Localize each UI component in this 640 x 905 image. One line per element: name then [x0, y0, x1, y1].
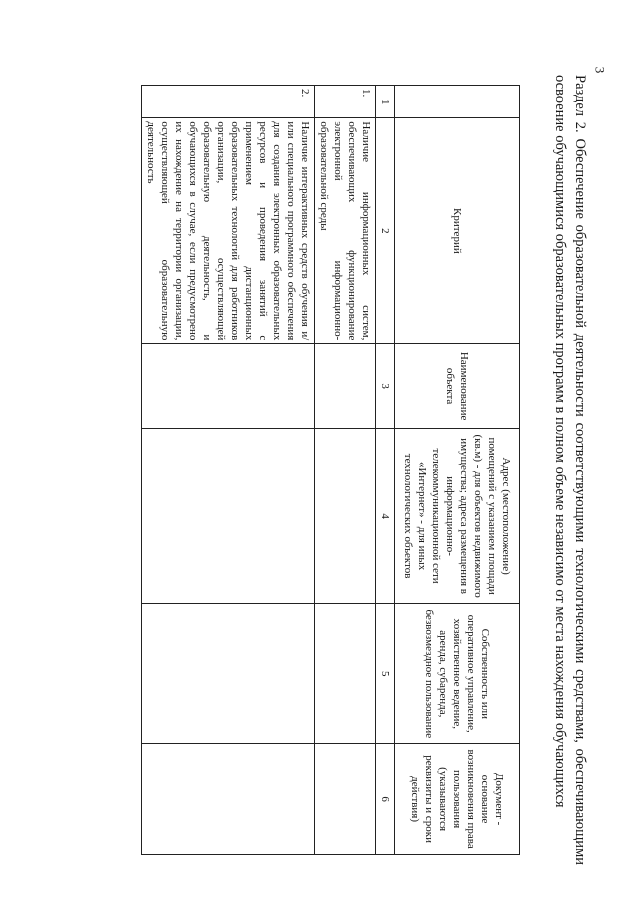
header-row	[395, 86, 520, 855]
header-cell-ownership: Собственность или оперативное управление, хозяйственное ведение, аренда, субаренда, безвозмездное пользование	[395, 604, 520, 744]
col-number: 2	[376, 118, 395, 344]
table-row	[142, 86, 315, 855]
col-number: 6	[376, 744, 395, 855]
criterion-cell: Наличие информационных систем, обеспечивающих функционирование электронной информационно-образовательной среды	[315, 118, 376, 344]
header-cell-criterion: Критерий	[395, 118, 520, 344]
page-number: 3	[592, 66, 608, 74]
empty-cell	[142, 604, 315, 744]
empty-cell	[142, 344, 315, 428]
header-cell-num	[395, 86, 520, 118]
empty-cell	[142, 744, 315, 855]
header-cell-object-name: Наименование объекта	[395, 344, 520, 428]
criteria-table	[141, 85, 520, 855]
rotated-page	[60, 75, 590, 865]
row-number: 2.	[142, 86, 315, 118]
empty-cell	[315, 344, 376, 428]
section-heading: Раздел 2. Обеспечение образовательной деятельности соответствующими технологическими средствами, обеспечивающими освоение обучающимися образовательных программ в полном объеме независимо от места нахождения обучающихся	[552, 75, 588, 865]
empty-cell	[315, 744, 376, 855]
empty-cell	[315, 604, 376, 744]
col-number: 3	[376, 344, 395, 428]
empty-cell	[142, 428, 315, 604]
header-cell-document: Документ - основание возникновения права пользования (указываются реквизиты и сроки действия)	[395, 744, 520, 855]
col-number: 1	[376, 86, 395, 118]
col-number: 4	[376, 428, 395, 604]
column-number-row	[376, 86, 395, 855]
row-number: 1.	[315, 86, 376, 118]
empty-cell	[315, 428, 376, 604]
table-row	[315, 86, 376, 855]
col-number: 5	[376, 604, 395, 744]
header-cell-address: Адрес (местоположение) помещений с указанием площади (кв.м) - для объектов недвижимого имущества; адреса размещения в информационно-телекоммуникационной сети «Интернет» - для иных технологических объектов	[395, 428, 520, 604]
criterion-cell: Наличие интерактивных средств обучения и/или специального программного обеспечения для создания электронных образовательных ресурсов и проведения занятий с применением дистанционных образовательных технологий для работников организации, осуществляющей образовательную деятельность, и обучающихся в случае, если предусмотрено их нахождение на территории организации, осуществляющей образовательную деятельность	[142, 118, 315, 344]
